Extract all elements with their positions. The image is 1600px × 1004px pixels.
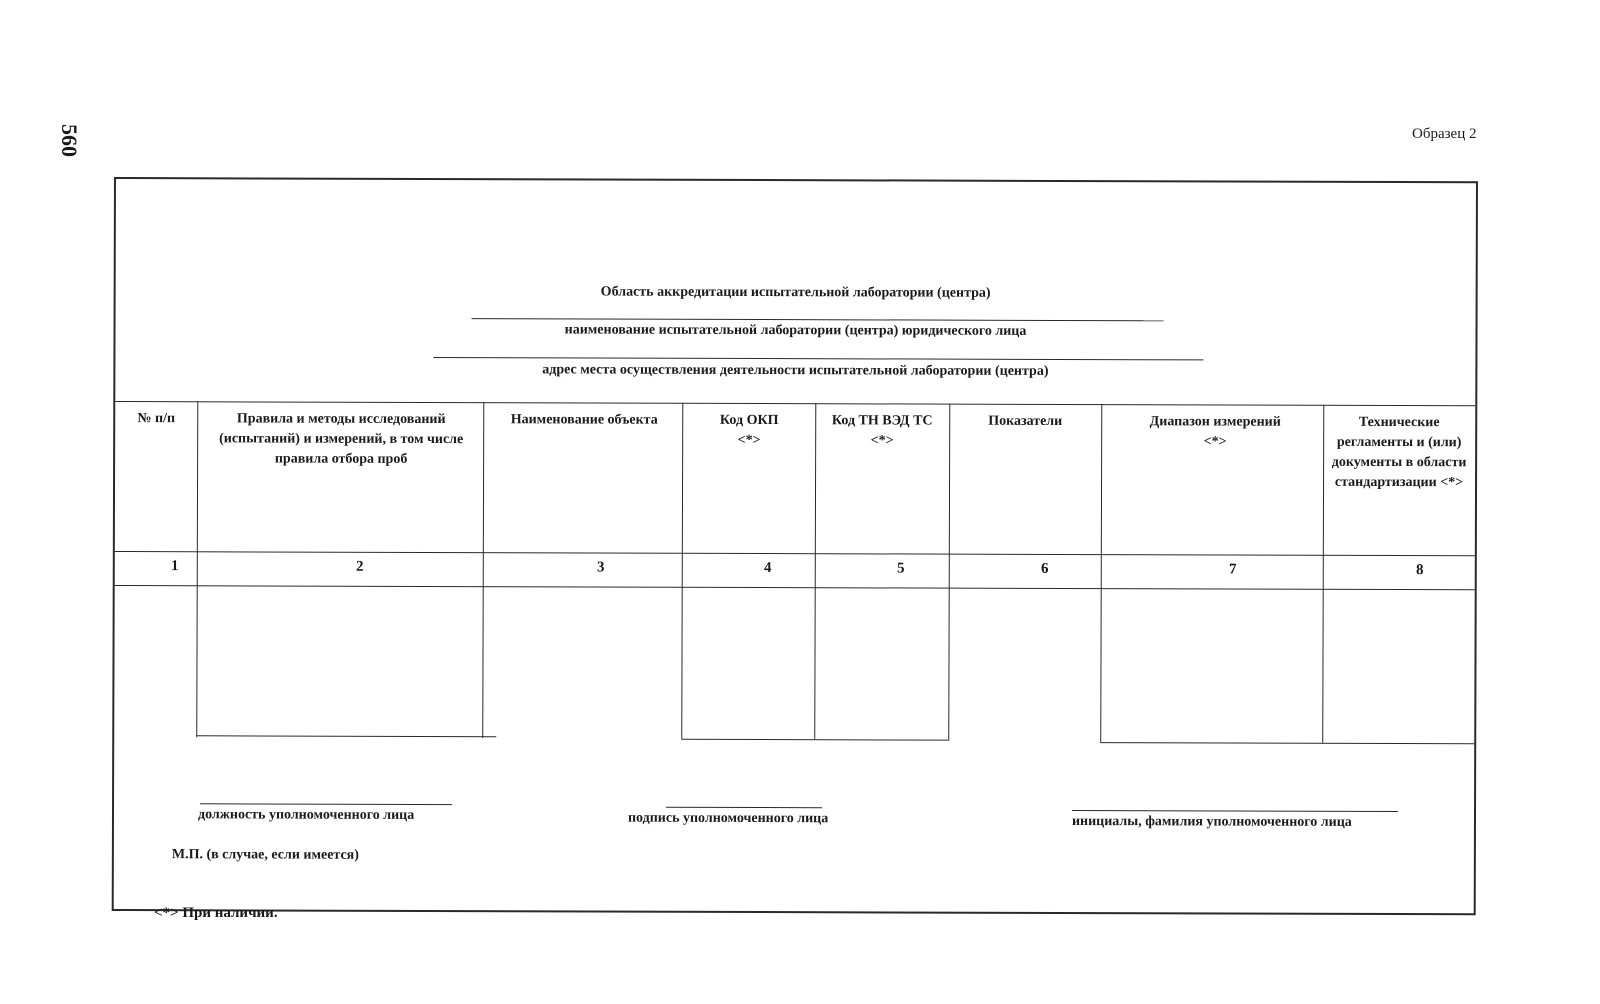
header-bottom-rule xyxy=(115,551,1475,556)
col-number: 1 xyxy=(171,558,179,575)
signature-caption: подпись уполномоченного лица xyxy=(627,810,829,827)
accreditation-form xyxy=(112,177,1478,915)
position-caption: должность уполномоченного лица xyxy=(197,807,415,823)
table-top-rule xyxy=(115,401,1475,406)
col-number: 8 xyxy=(1415,562,1424,579)
lab-name-line xyxy=(472,318,1164,321)
col-divider xyxy=(814,403,816,739)
col-divider xyxy=(482,402,484,738)
col-number: 7 xyxy=(1228,561,1237,578)
numbers-bottom-rule xyxy=(115,585,1475,590)
col-header-object: Наименование объекта xyxy=(510,412,658,428)
name-line xyxy=(1072,810,1398,812)
col-number: 5 xyxy=(896,560,905,577)
entry-bottom-rule xyxy=(1100,742,1474,744)
col-divider xyxy=(948,404,950,740)
sample-label: Образец 2 xyxy=(1412,126,1477,142)
col-header-range: Диапазон измерений <*> xyxy=(1149,414,1281,450)
col-header-okp-code: Код ОКП <*> xyxy=(719,412,779,449)
scope-table xyxy=(114,401,1475,749)
address-caption: адрес места осуществления деятельности испытательной лаборатории (центра) xyxy=(542,362,1049,379)
address-line xyxy=(433,357,1203,360)
col-header-regulations: Технические регламенты и (или) документы в области стандартизации <*> xyxy=(1331,414,1467,491)
col-header-indicators: Показатели xyxy=(988,413,1063,429)
col-number: 4 xyxy=(763,560,772,577)
position-line xyxy=(200,803,452,805)
col-header-methods: Правила и методы исследований (испытаний) и измерений, в том числе правила отбора проб xyxy=(219,411,464,467)
signature-line xyxy=(666,807,822,808)
stamp-note: М.П. (в случае, если имеется) xyxy=(171,847,359,863)
name-caption: инициалы, фамилия уполномоченного лица xyxy=(1071,814,1352,830)
col-header-number: № п/п xyxy=(137,411,176,427)
col-number: 2 xyxy=(356,558,364,575)
col-divider xyxy=(196,401,198,737)
entry-bottom-rule xyxy=(681,739,949,741)
col-divider xyxy=(681,403,683,739)
col-number: 6 xyxy=(1040,560,1049,577)
footnote: <*> При наличии. xyxy=(154,905,278,921)
page-number: 560 xyxy=(57,124,82,157)
col-header-tnved-code: Код ТН ВЭД ТС <*> xyxy=(831,413,933,449)
form-title: Область аккредитации испытательной лаборатории (центра) xyxy=(600,284,991,301)
col-number: 3 xyxy=(597,559,605,576)
col-divider xyxy=(1100,404,1102,742)
entry-bottom-rule xyxy=(196,735,496,737)
lab-name-caption: наименование испытательной лаборатории (центра) юридического лица xyxy=(564,322,1027,339)
col-divider xyxy=(1322,405,1324,743)
